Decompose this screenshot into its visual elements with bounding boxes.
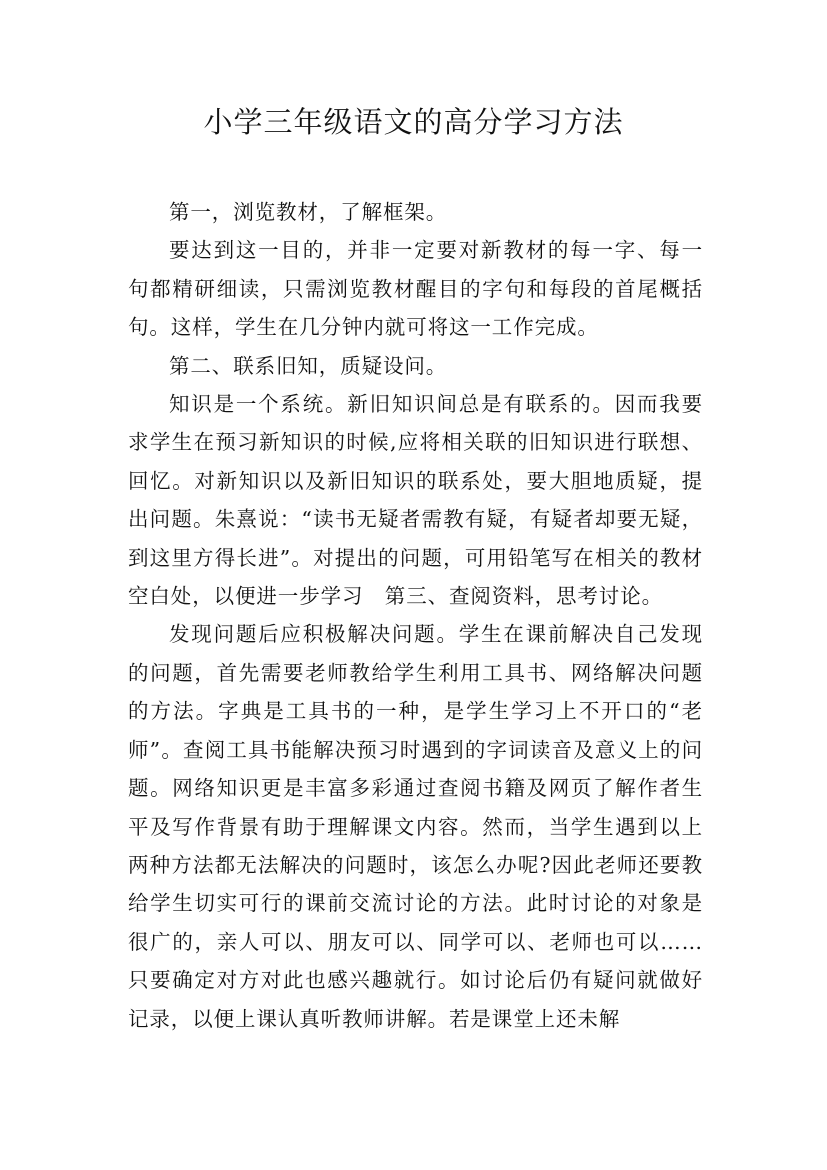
paragraph-4: 知识是一个系统。新旧知识间总是有联系的。因而我要求学生在预习新知识的时候,应将相关联的旧知识进行联想、回忆。对新知识以及新旧知识的联系处，要大胆地质疑，提出问题。朱熹说：“读书无疑者需教有疑，有疑者却要无疑，到这里方得长进”。对提出的问题，可用铅笔写在相关的教材空白处，以便进一步学习 第三、查阅资料，思考讨论。 <box>128 392 703 609</box>
paragraph-1: 第一，浏览教材，了解框架。 <box>169 200 448 224</box>
document-body <box>128 193 703 1038</box>
paragraph-2: 要达到这一目的，并非一定要对新教材的每一字、每一句都精研细读，只需浏览教材醒目的字句和每段的首尾概括句。这样，学生在几分钟内就可将这一工作完成。 <box>128 238 703 340</box>
document-title: 小学三年级语文的高分学习方法 <box>203 105 624 139</box>
paragraph-5: 发现问题后应积极解决问题。学生在课前解决自己发现的问题，首先需要老师教给学生利用工具书、网络解决问题的方法。字典是工具书的一种，是学生学习上不开口的“老师”。查阅工具书能解决预习时遇到的字词读音及意义上的问题。网络知识更是丰富多彩通过查阅书籍及网页了解作者生平及写作背景有助于理解课文内容。然而，当学生遇到以上两种方法都无法解决的问题时，该怎么办呢?因此老师还要教给学生切实可行的课前交流讨论的方法。此时讨论的对象是很广的，亲人可以、朋友可以、同学可以、老师也可以……只要确定对方对此也感兴趣就行。如讨论后仍有疑问就做好记录，以便上课认真听教师讲解。若是课堂上还未解 <box>128 622 703 1031</box>
paragraph-3: 第二、联系旧知，质疑设问。 <box>169 353 448 378</box>
